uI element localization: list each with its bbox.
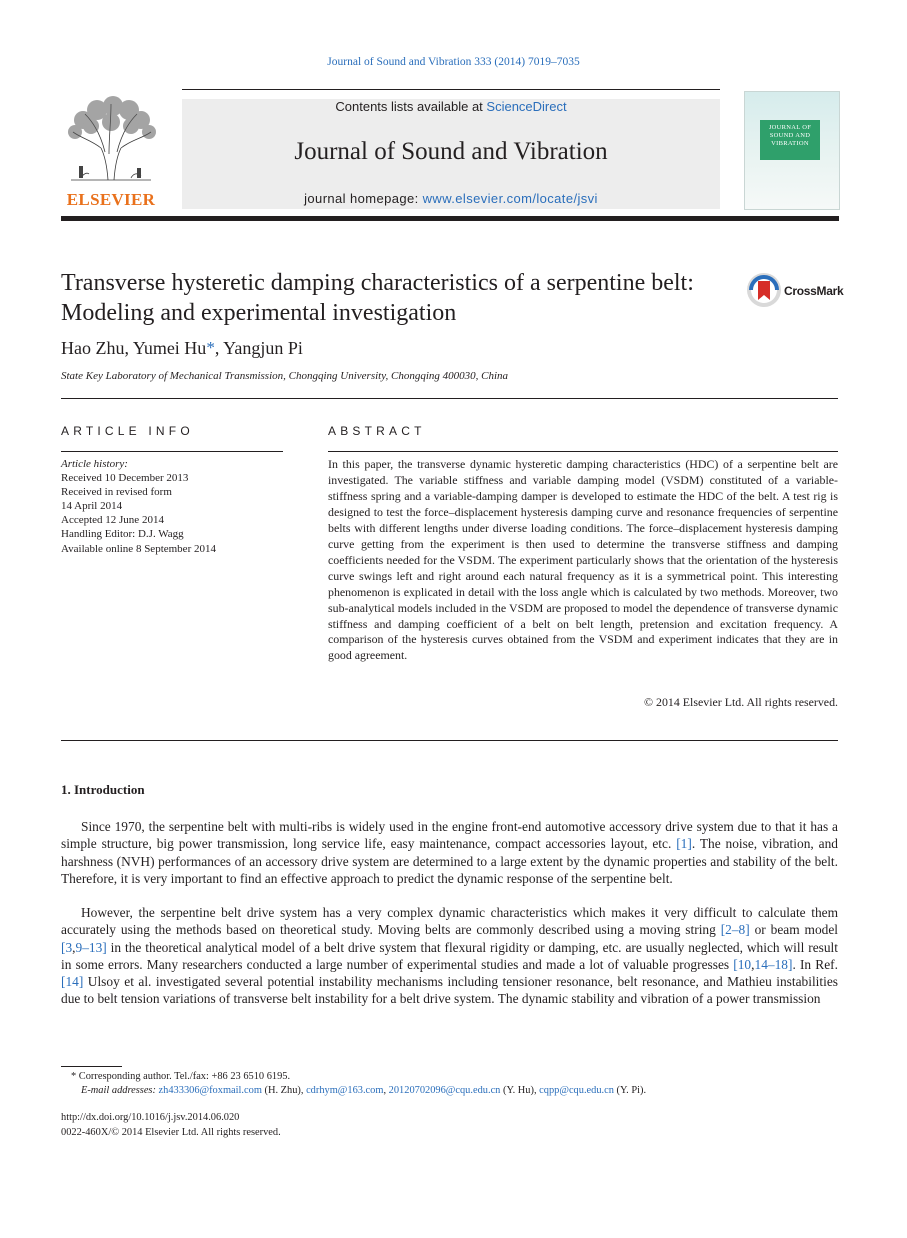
cover-title: JOURNAL OF SOUND AND VIBRATION bbox=[768, 124, 812, 147]
elsevier-wordmark: ELSEVIER bbox=[66, 190, 156, 209]
citation-link[interactable]: [10 bbox=[733, 956, 752, 972]
header-rule bbox=[182, 89, 720, 90]
corresponding-author-note: * Corresponding author. Tel./fax: +86 23 6510 6195. bbox=[71, 1071, 291, 1082]
affiliation-rule bbox=[61, 398, 838, 399]
email-owner: (Y. Hu), bbox=[500, 1085, 540, 1096]
corresponding-author-marker[interactable]: * bbox=[206, 338, 215, 357]
journal-name: Journal of Sound and Vibration bbox=[294, 138, 608, 165]
intro-paragraph-1 bbox=[61, 818, 838, 887]
text-run: , bbox=[751, 956, 755, 972]
text-run: Ulsoy et al. investigated several potential instability mechanisms including tensioner resonance, belt resonance, and Mathieu instabilities due to belt tension variations of transverse belt instability for a belt drive system. The dynamic stability and vibration of a power transmission bbox=[61, 974, 838, 1007]
citation-link[interactable]: [3 bbox=[61, 939, 73, 955]
doi-link[interactable]: http://dx.doi.org/10.1016/j.jsv.2014.06.020 bbox=[61, 1112, 240, 1123]
abstract-end-rule bbox=[61, 740, 838, 741]
email-owner: (H. Zhu), bbox=[261, 1085, 307, 1096]
contents-prefix: Contents lists available at bbox=[335, 99, 487, 114]
crossmark-icon[interactable] bbox=[746, 272, 782, 308]
text-run: Since 1970, the serpentine belt with multi-ribs is widely used in the engine front-end automotive accessory drive system due to that it has a simple structure, big power transmission, long service life, easy maintenance, compact accessories layout, etc. bbox=[61, 819, 838, 852]
email-link[interactable]: cqpp@cqu.edu.cn bbox=[539, 1085, 614, 1096]
email-link[interactable]: 20120702096@cqu.edu.cn bbox=[388, 1085, 501, 1096]
sciencedirect-link[interactable]: ScienceDirect bbox=[486, 99, 567, 114]
citation-link[interactable]: 14–18] bbox=[754, 956, 793, 972]
email-link[interactable]: cdrhym@163.com bbox=[306, 1085, 384, 1096]
citation-link[interactable]: [2–8] bbox=[720, 922, 750, 938]
history-item: 14 April 2014 bbox=[61, 500, 123, 513]
authors-first: Hao Zhu, Yumei Hu bbox=[61, 338, 207, 358]
footnote-rule bbox=[61, 1066, 122, 1067]
abstract-heading: ABSTRACT bbox=[328, 424, 426, 438]
text-run: . In Ref. bbox=[792, 956, 838, 972]
header-thick-rule bbox=[61, 216, 839, 221]
email-owner: (Y. Pi). bbox=[613, 1085, 647, 1096]
email-link[interactable]: zh433306@foxmail.com bbox=[158, 1085, 262, 1096]
issn-copyright: 0022-460X/© 2014 Elsevier Ltd. All rights reserved. bbox=[61, 1127, 281, 1138]
abstract-text: In this paper, the transverse dynamic hysteretic damping characteristics (HDC) of a serpentine belt are investigated. The variable stiffness and variable damping model (VSDM) constituted of a variable-stiffness spring and a variable-damping damper is developed to estimate the HDC of the belt. A test rig is designed to test the force–displacement hysteresis damping curve and resonance frequencies of serpentine belts with different lengths under diverse loading conditions. The force–displacement hysteresis damping curve getting from the experiment is then used to determine the transverse stiffness and damping coefficients needed for the VSDM. The experiment particularly shows that the orientation of the hysteresis curve swings left and right around each natural frequency as it is a symmetrical point. This interesting phenomenon is explicated in detail with the loss angle which is calculated by two methods. Moreover, two sub-analytical models included in the VSDM are proposed to model the dependence of transverse dynamic stiffness and damping coefficient of a belt on belt length, pretension and excitation frequency. A comparison of the hysteresis curves obtained from the VSDM and experiment indicates that they are in good agreement. bbox=[328, 457, 838, 663]
citation-link[interactable]: 9–13] bbox=[75, 939, 107, 955]
citation-link[interactable]: [1] bbox=[676, 836, 692, 852]
crossmark-label[interactable]: CrossMark bbox=[784, 284, 844, 298]
history-label: Article history: bbox=[61, 458, 128, 470]
author-list bbox=[61, 338, 303, 359]
authors-last: , Yangjun Pi bbox=[214, 338, 303, 358]
text-run: . The noise, vibration, and harshness (NVH) performances of an accessory drive system are determined to a large extent by the dynamic properties and stability of the belt. Therefore, it is very important to find an effective approach to predict the dynamic response of the serpentine belt. bbox=[61, 836, 838, 886]
journal-reference-link[interactable]: Journal of Sound and Vibration 333 (2014) 7019–7035 bbox=[327, 56, 580, 68]
email-addresses bbox=[61, 1084, 646, 1098]
article-history bbox=[61, 457, 281, 556]
abstract-copyright: © 2014 Elsevier Ltd. All rights reserved. bbox=[644, 695, 838, 709]
history-item: Received 10 December 2013 bbox=[61, 472, 189, 485]
abstract-rule bbox=[328, 451, 838, 452]
history-item: Available online 8 September 2014 bbox=[61, 542, 216, 555]
text-run: or beam model bbox=[749, 922, 838, 938]
history-item: Handling Editor: D.J. Wagg bbox=[61, 528, 184, 541]
contents-line bbox=[182, 99, 720, 114]
text-run: However, the serpentine belt drive system has a very complex dynamic characteristics which makes it very difficult to calculate them accurately using the methods based on theoretical study. Moving belts are commonly described using a moving string bbox=[61, 905, 838, 938]
homepage-prefix: journal homepage: bbox=[304, 191, 423, 206]
journal-homepage-link[interactable]: www.elsevier.com/locate/jsvi bbox=[422, 191, 598, 206]
text-run: , bbox=[72, 939, 76, 955]
section-heading-introduction: 1. Introduction bbox=[61, 782, 145, 797]
article-info-heading: ARTICLE INFO bbox=[61, 424, 194, 438]
email-label: E-mail addresses: bbox=[81, 1085, 159, 1096]
text-run: in the theoretical analytical model of a belt drive system that flexural rigidity or damping, etc. are usually neglected, which will result in some errors. Many researchers conducted a large number of experimental studies and made a lot of valuable progresses bbox=[61, 939, 838, 972]
history-item: Received in revised form bbox=[61, 486, 172, 499]
article-title: Transverse hysteretic damping characteristics of a serpentine belt: Modeling and experimental investigation bbox=[61, 270, 694, 326]
affiliation: State Key Laboratory of Mechanical Transmission, Chongqing University, Chongqing 400030, China bbox=[61, 370, 509, 382]
email-sep: , bbox=[383, 1085, 389, 1096]
journal-homepage-line bbox=[182, 191, 720, 206]
article-info-rule bbox=[61, 451, 283, 452]
citation-link[interactable]: [14] bbox=[61, 974, 84, 990]
intro-paragraph-2 bbox=[61, 904, 838, 1008]
history-item: Accepted 12 June 2014 bbox=[61, 514, 164, 527]
